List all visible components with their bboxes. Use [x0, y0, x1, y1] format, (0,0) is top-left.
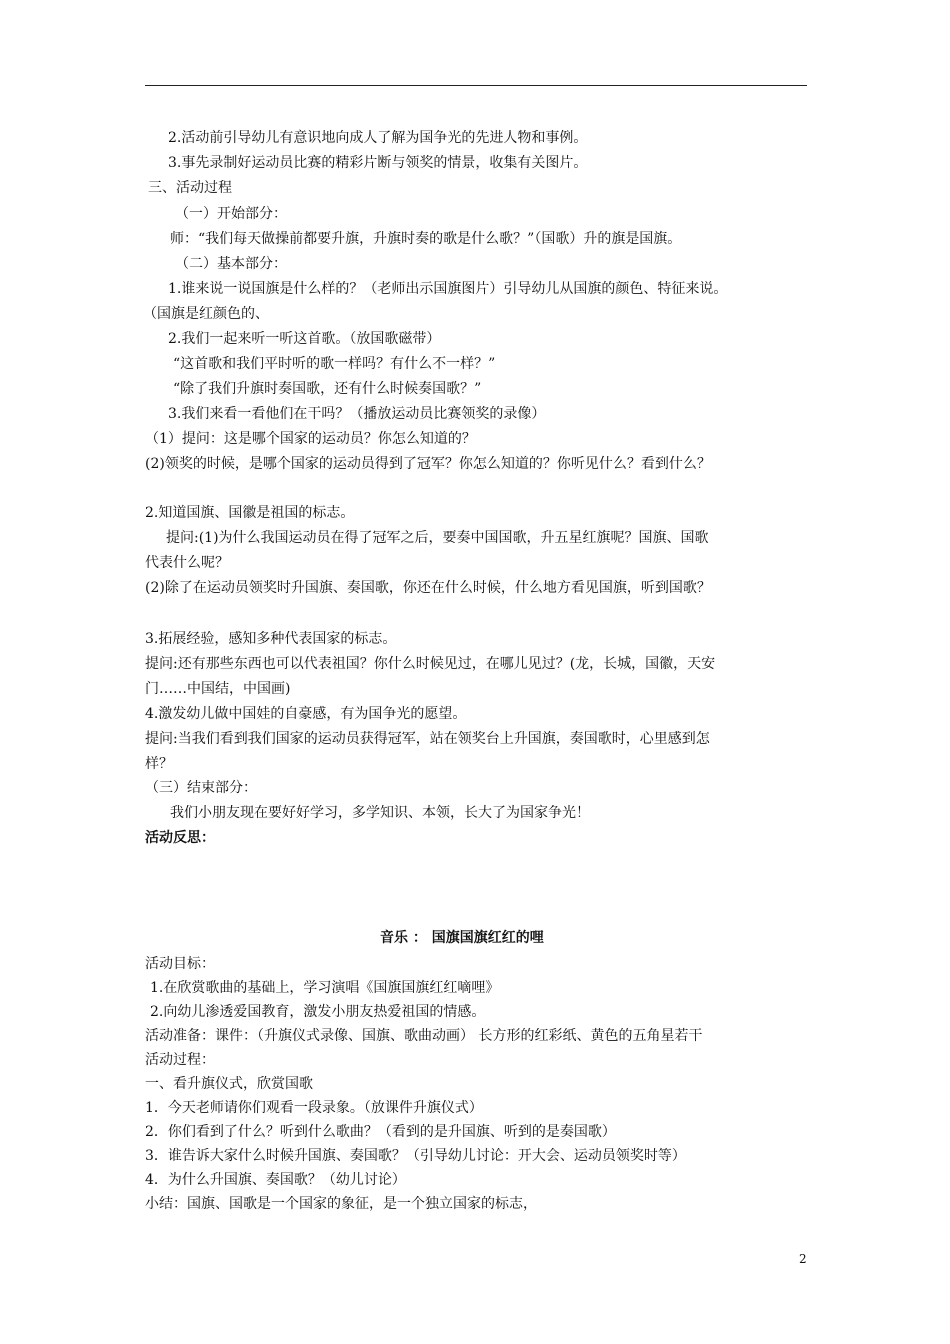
know-question-2: (2)除了在运动员领奖时升国旗、奏国歌，你还在什么时候，什么地方看见国旗，听到国歌？ — [145, 580, 711, 596]
step-1: 1．今天老师请你们观看一段录象。（放课件升旗仪式） — [145, 1100, 483, 1116]
goal-1: 1.在欣赏歌曲的基础上，学习演唱《国旗国旗红红嘀哩》 — [150, 980, 500, 996]
page-number: 2 — [799, 1252, 807, 1266]
end-text: 我们小朋友现在要好好学习，多学知识、本领，长大了为国家争光！ — [170, 805, 590, 821]
basic-item-2: 2.我们一起来听一听这首歌。（放国歌磁带） — [168, 331, 441, 347]
start-text: 师：“我们每天做操前都要升旗，升旗时奏的歌是什么歌？”（国歌）升的旗是国旗。 — [170, 231, 682, 247]
basic-item-3: 3.我们来看一看他们在干吗？（播放运动员比赛领奖的录像） — [168, 406, 546, 422]
process-heading: 三、活动过程 — [148, 180, 232, 196]
goal-2: 2.向幼儿渗透爱国教育，激发小朋友热爱祖国的情感。 — [150, 1004, 486, 1020]
question-1: （1）提问：这是哪个国家的运动员？你怎么知道的？ — [145, 431, 476, 447]
end-heading: （三）结束部分： — [145, 780, 257, 796]
header-rule — [145, 85, 807, 86]
part1-heading: 一、看升旗仪式，欣赏国歌 — [145, 1076, 313, 1092]
step-4: 4．为什么升国旗、奏国歌？（幼儿讨论） — [145, 1172, 406, 1188]
quote-2: “除了我们升旗时奏国歌，还有什么时候奏国歌？” — [173, 381, 482, 397]
know-question-1-line2: 代表什么呢？ — [145, 555, 229, 571]
step-3: 3．谁告诉大家什么时候升国旗、奏国歌？（引导幼儿讨论：开大会、运动员领奖时等） — [145, 1148, 686, 1164]
pride-question-line2: 样？ — [145, 756, 173, 772]
expand-heading: 3.拓展经验，感知多种代表国家的标志。 — [145, 631, 397, 647]
prep-item-2: 2.活动前引导幼儿有意识地向成人了解为国争光的先进人物和事例。 — [168, 130, 588, 146]
reflection-heading: 活动反思： — [145, 830, 215, 846]
expand-question-line1: 提问:还有那些东西也可以代表祖国？你什么时候见过，在哪儿见过？(龙，长城，国徽，天安 — [145, 656, 716, 672]
goals-heading: 活动目标： — [145, 956, 215, 972]
expand-question-line2: 门……中国结，中国画) — [145, 681, 291, 697]
quote-1: “这首歌和我们平时听的歌一样吗？有什么不一样？” — [173, 356, 496, 372]
start-heading: （一）开始部分： — [175, 206, 287, 222]
process-heading-2: 活动过程： — [145, 1052, 215, 1068]
know-heading: 2.知道国旗、国徽是祖国的标志。 — [145, 505, 355, 521]
pride-heading: 4.激发幼儿做中国娃的自豪感，有为国争光的愿望。 — [145, 706, 467, 722]
music-lesson-title: 音乐 ： 国旗国旗红红的哩 — [380, 930, 544, 946]
step-2: 2．你们看到了什么？听到什么歌曲？（看到的是升国旗、听到的是奏国歌） — [145, 1124, 616, 1140]
question-2: (2)领奖的时候，是哪个国家的运动员得到了冠军？你怎么知道的？你听见什么？看到什么？ — [145, 456, 711, 472]
summary: 小结：国旗、国歌是一个国家的象征，是一个独立国家的标志， — [145, 1196, 537, 1212]
basic-item-1-line1: 1.谁来说一说国旗是什么样的？（老师出示国旗图片）引导幼儿从国旗的颜色、特征来说。 — [168, 281, 728, 297]
preparation: 活动准备：课件：（升旗仪式录像、国旗、歌曲动画） 长方形的红彩纸、黄色的五角星若干 — [145, 1028, 703, 1044]
pride-question-line1: 提问:当我们看到我们国家的运动员获得冠军，站在领奖台上升国旗，奏国歌时，心里感到怎 — [145, 731, 710, 747]
basic-heading: （二）基本部分： — [175, 256, 287, 272]
know-question-1-line1: 提问:(1)为什么我国运动员在得了冠军之后，要奏中国国歌，升五星红旗呢？国旗、国歌 — [166, 530, 709, 546]
basic-item-1-line2: （国旗是红颜色的、 — [143, 306, 269, 322]
prep-item-3: 3.事先录制好运动员比赛的精彩片断与领奖的情景，收集有关图片。 — [168, 155, 588, 171]
